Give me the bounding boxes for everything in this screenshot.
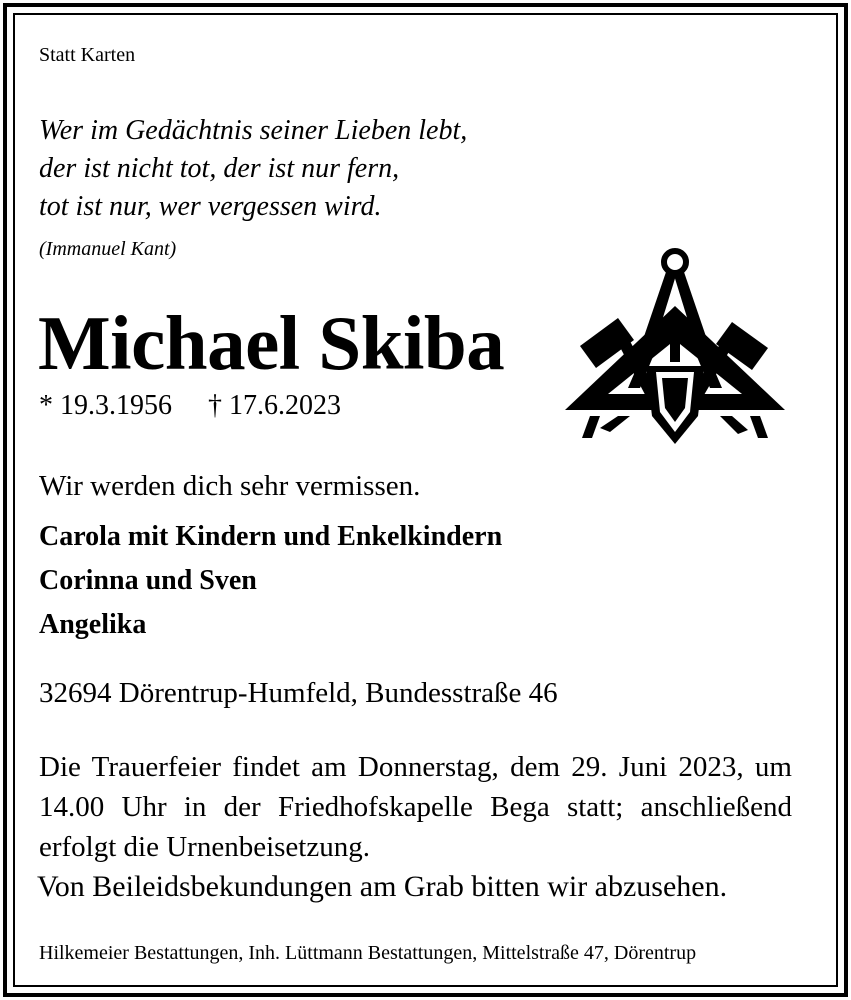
family-address: 32694 Dörentrup-Humfeld, Bundesstraße 46 [39, 677, 558, 709]
masonry-guild-emblem-icon [560, 248, 790, 448]
poem-line: tot ist nur, wer vergessen wird. [39, 191, 382, 222]
life-dates [39, 390, 341, 422]
header-note: Statt Karten [39, 44, 136, 66]
birth-date: * 19.3.1956 [39, 390, 172, 421]
funeral-home: Hilkemeier Bestattungen, Inh. Lüttmann Bestattungen, Mittelstraße 47, Dörentrup [39, 942, 697, 964]
poem-line: Wer im Gedächtnis seiner Lieben lebt, [39, 115, 468, 146]
deceased-name: Michael Skiba [38, 300, 505, 386]
ceremony-details: Die Trauerfeier findet am Donnerstag, dem 29. Juni 2023, um 14.00 Uhr in der Friedhofskapelle Bega statt; anschließend erfolgt die Urnenbeisetzung. [39, 751, 792, 863]
condolence-note: Von Beileidsbekundungen am Grab bitten wir abzusehen. [37, 870, 728, 903]
mourners-list [39, 515, 502, 647]
poem [39, 112, 467, 226]
death-date: † 17.6.2023 [208, 390, 341, 421]
mourner-line: Corinna und Sven [39, 565, 257, 596]
mourner-line: Carola mit Kindern und Enkelkindern [39, 521, 503, 552]
mourner-line: Angelika [39, 609, 147, 640]
poem-line: der ist nicht tot, der ist nur fern, [39, 153, 400, 184]
farewell-message: Wir werden dich sehr vermissen. [39, 470, 421, 502]
poem-author: (Immanuel Kant) [39, 238, 177, 260]
